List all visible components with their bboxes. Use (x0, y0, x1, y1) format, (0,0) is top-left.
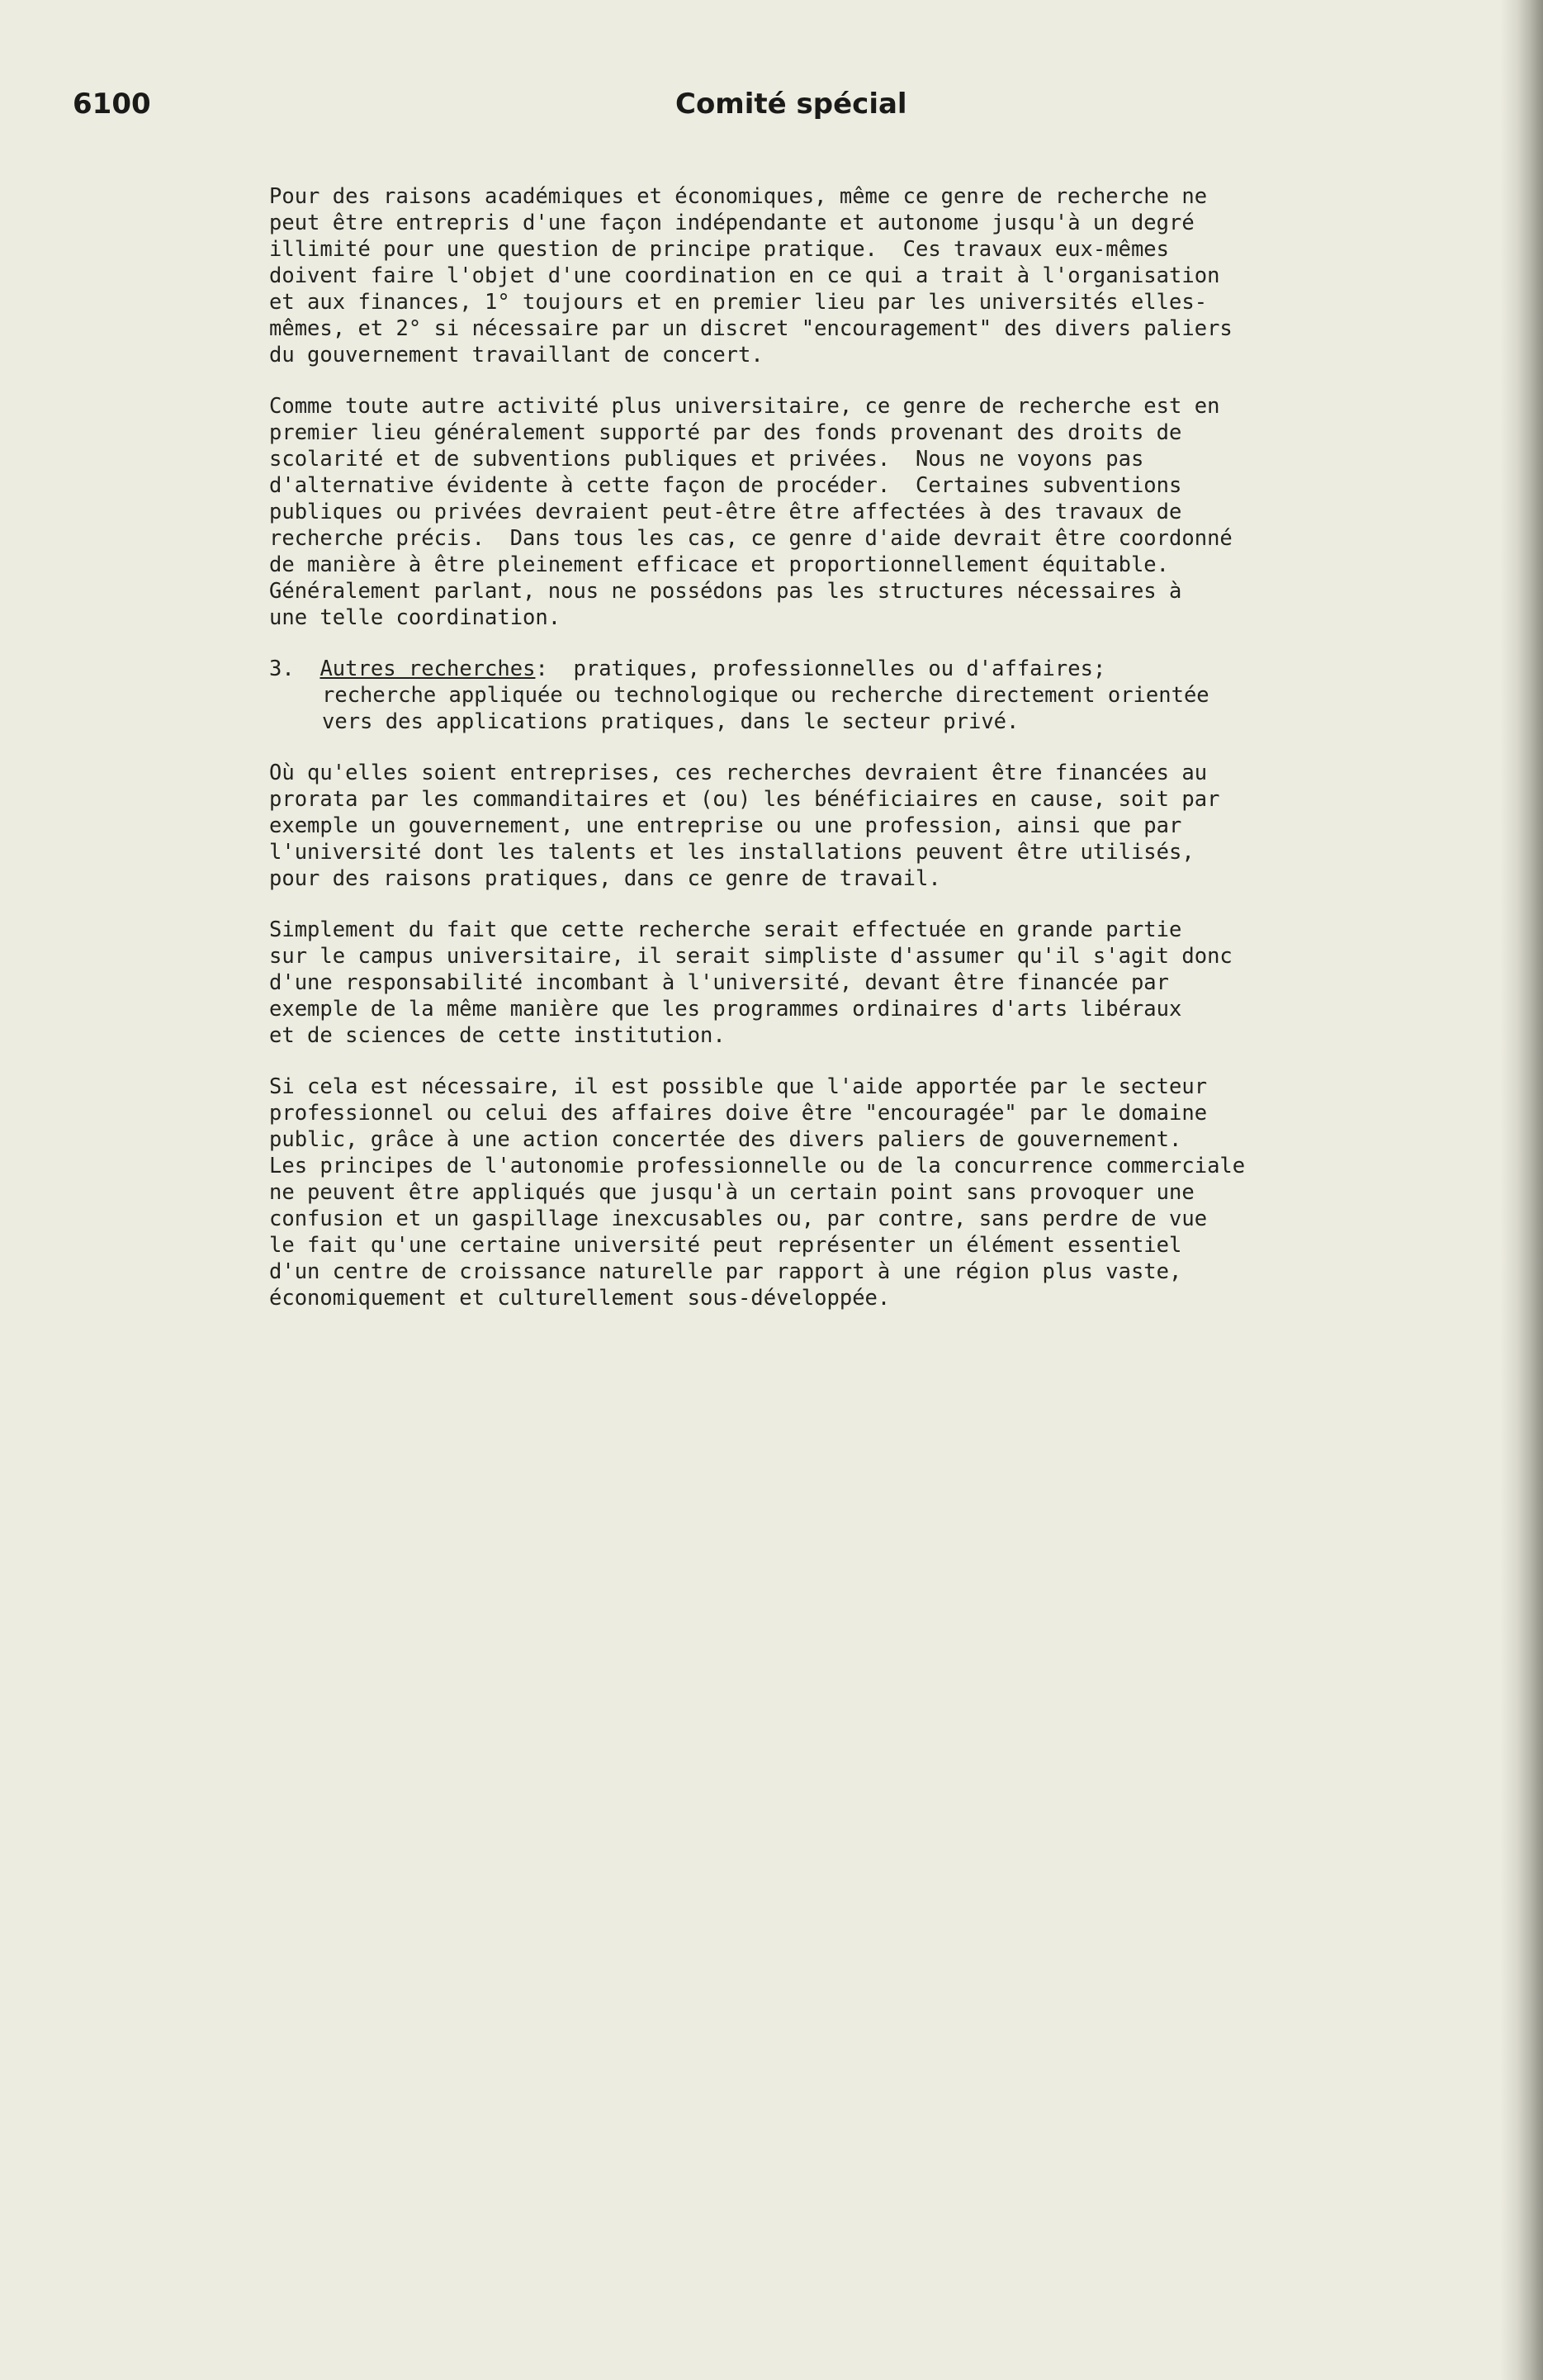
text-line: professionnel ou celui des affaires doive être "encouragée" par le domaine (269, 1101, 1208, 1126)
text-line: l'université dont les talents et les installations peuvent être utilisés, (269, 840, 1195, 865)
text-line: sur le campus universitaire, il serait simpliste d'assumer qu'il s'agit donc (269, 944, 1233, 969)
text-line: confusion et un gaspillage inexcusables ou, par contre, sans perdre de vue (269, 1207, 1208, 1231)
text-line: prorata par les commanditaires et (ou) les bénéficiaires en cause, soit par (269, 787, 1220, 812)
text-line: illimité pour une question de principe pratique. Ces travaux eux-mêmes (269, 237, 1170, 262)
text-line: peut être entrepris d'une façon indépendante et autonome jusqu'à un degré (269, 211, 1195, 235)
item-heading-line (269, 656, 1309, 682)
text-line: Si cela est nécessaire, il est possible que l'aide apportée par le secteur (269, 1074, 1208, 1099)
item-number: 3. (269, 657, 295, 681)
text-line: exemple de la même manière que les programmes ordinaires d'arts libéraux (269, 997, 1182, 1022)
text-line: premier lieu généralement supporté par des fonds provenant des droits de (269, 420, 1182, 445)
text-line: du gouvernement travaillant de concert. (269, 343, 764, 367)
list-item-3 (269, 656, 1309, 735)
text-line: de manière à être pleinement efficace et proportionnellement équitable. (269, 552, 1170, 577)
text-line: exemple un gouvernement, une entreprise ou une profession, ainsi que par (269, 813, 1182, 838)
item-heading: Autres recherches (319, 657, 536, 681)
text-line: le fait qu'une certaine université peut représenter un élément essentiel (269, 1233, 1182, 1258)
text-line: public, grâce à une action concertée des divers paliers de gouvernement. (269, 1127, 1182, 1152)
text-line: vers des applications pratiques, dans le secteur privé. (322, 709, 1020, 734)
text-line: Pour des raisons académiques et économiques, même ce genre de recherche ne (269, 184, 1208, 209)
text-line: et de sciences de cette institution. (269, 1023, 726, 1048)
text-line: d'un centre de croissance naturelle par rapport à une région plus vaste, (269, 1259, 1182, 1284)
paragraph-2 (269, 393, 1309, 631)
paragraph-3 (269, 760, 1309, 892)
text-line: Les principes de l'autonomie professionnelle ou de la concurrence commerciale (269, 1154, 1246, 1178)
item-heading-rest: : pratiques, professionnelles ou d'affaires; (535, 657, 1106, 681)
text-line: Comme toute autre activité plus universitaire, ce genre de recherche est en (269, 394, 1220, 419)
text-line: ne peuvent être appliqués que jusqu'à un certain point sans provoquer une (269, 1180, 1195, 1205)
paragraph-4 (269, 917, 1309, 1049)
paragraph-5 (269, 1074, 1309, 1311)
text-line: et aux finances, 1° toujours et en premier lieu par les universités elles- (269, 290, 1208, 315)
text-line: recherche appliquée ou technologique ou recherche directement orientée (322, 683, 1209, 708)
paragraph-1 (269, 183, 1309, 368)
text-line: économiquement et culturellement sous-développée. (269, 1286, 891, 1311)
text-line: mêmes, et 2° si nécessaire par un discret "encouragement" des divers paliers (269, 316, 1233, 341)
text-line: Généralement parlant, nous ne possédons pas les structures nécessaires à (269, 579, 1182, 604)
text-line: Où qu'elles soient entreprises, ces recherches devraient être financées au (269, 761, 1208, 785)
page-number: 6100 (73, 88, 151, 121)
text-line: recherche précis. Dans tous les cas, ce genre d'aide devrait être coordonné (269, 526, 1233, 551)
text-line: Simplement du fait que cette recherche serait effectuée en grande partie (269, 917, 1182, 942)
text-line: publiques ou privées devraient peut-être être affectées à des travaux de (269, 500, 1182, 524)
page-binding-edge (1500, 0, 1543, 2380)
text-line: doivent faire l'objet d'une coordination en ce qui a trait à l'organisation (269, 263, 1220, 288)
running-title: Comité spécial (675, 88, 907, 121)
text-line: pour des raisons pratiques, dans ce genre de travail. (269, 866, 941, 891)
text-line: scolarité et de subventions publiques et privées. Nous ne voyons pas (269, 447, 1144, 472)
text-line: d'alternative évidente à cette façon de procéder. Certaines subventions (269, 473, 1182, 498)
text-line: une telle coordination. (269, 605, 561, 630)
page-header (0, 83, 1543, 132)
text-line: d'une responsabilité incombant à l'université, devant être financée par (269, 970, 1170, 995)
body-text (269, 183, 1309, 1336)
